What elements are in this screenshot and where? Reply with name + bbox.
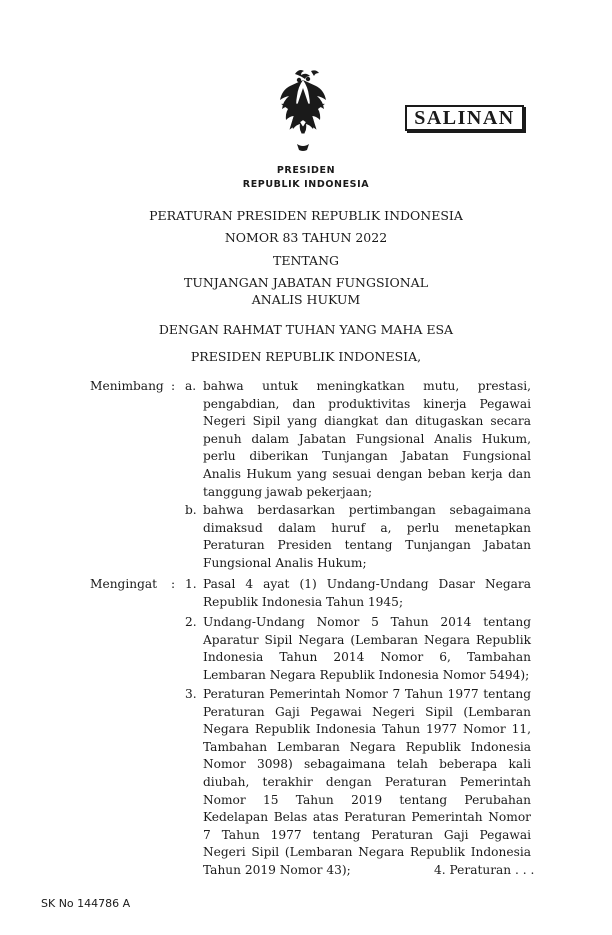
state-emblem-icon <box>268 66 338 154</box>
regulation-subject-line-1: TUNJANGAN JABATAN FUNGSIONAL <box>183 275 428 290</box>
letterhead-line-2: REPUBLIK INDONESIA <box>242 179 370 190</box>
menimbang-colon: : <box>171 379 176 393</box>
list-item-marker: 2. <box>185 615 197 629</box>
list-item-marker: b. <box>185 503 197 517</box>
mengingat-label: Mengingat <box>90 577 158 591</box>
president-line: PRESIDEN REPUBLIK INDONESIA, <box>190 349 422 364</box>
grace-formula: DENGAN RAHMAT TUHAN YANG MAHA ESA <box>158 322 454 337</box>
letterhead-line-1: PRESIDEN <box>276 165 336 176</box>
list-item-marker: 3. <box>185 687 197 701</box>
regulation-number: NOMOR 83 TAHUN 2022 <box>224 230 388 245</box>
list-item-marker: a. <box>185 379 197 393</box>
list-item-text: bahwa untuk meningkatkan mutu, prestasi, pengabdian, dan produktivitas kinerja Pegawai Negeri Sipil yang diangkat dan ditugaskan secara penuh dalam Jabatan Fungsional Analis Hukum, perlu diberikan Tunjangan Jabatan Fungsional Analis Hukum yang sesuai dengan beban kerja dan tanggung jawab pekerjaan; <box>203 379 531 499</box>
regulation-title: PERATURAN PRESIDEN REPUBLIK INDONESIA <box>149 208 463 223</box>
list-item-text: Pasal 4 ayat (1) Undang-Undang Dasar Negara Republik Indonesia Tahun 1945; <box>203 577 531 609</box>
letterhead <box>0 164 612 192</box>
list-item-marker: 1. <box>185 577 197 591</box>
regulation-subject-line-2: ANALIS HUKUM <box>251 292 361 307</box>
document-code: SK No 144786 A <box>41 897 131 910</box>
menimbang-label: Menimbang <box>90 379 164 393</box>
list-item-text: Peraturan Pemerintah Nomor 7 Tahun 1977 tentang Peraturan Gaji Pegawai Negeri Sipil (Lembaran Negara Republik Indonesia Tahun 1977 Nomor 11, Tambahan Lembaran Negara Republik Indonesia Nomor 3098) sebagaimana telah beberapa kali diubah, terakhir dengan Peraturan Pemerintah Nomor 15 Tahun 2019 tentang Perubahan Kedelapan Belas atas Peraturan Pemerintah Nomor 7 Tahun 1977 tentang Peraturan Gaji Pegawai Negeri Sipil (Lembaran Negara Republik Indonesia Tahun 2019 Nomor 43); <box>203 687 531 877</box>
next-page-indicator: 4. Peraturan . . . <box>434 863 535 877</box>
mengingat-colon: : <box>171 577 176 591</box>
regulation-about: TENTANG <box>272 253 339 268</box>
list-item-text: Undang-Undang Nomor 5 Tahun 2014 tentang Aparatur Sipil Negara (Lembaran Negara Republik Indonesia Tahun 2014 Nomor 6, Tambahan Lembaran Negara Republik Indonesia Nomor 5494); <box>203 615 531 682</box>
list-item-text: bahwa berdasarkan pertimbangan sebagaimana dimaksud dalam huruf a, perlu menetapkan Peraturan Presiden tentang Tunjangan Jabatan Fungsional Analis Hukum; <box>203 503 531 570</box>
salinan-stamp: SALINAN <box>405 105 524 131</box>
